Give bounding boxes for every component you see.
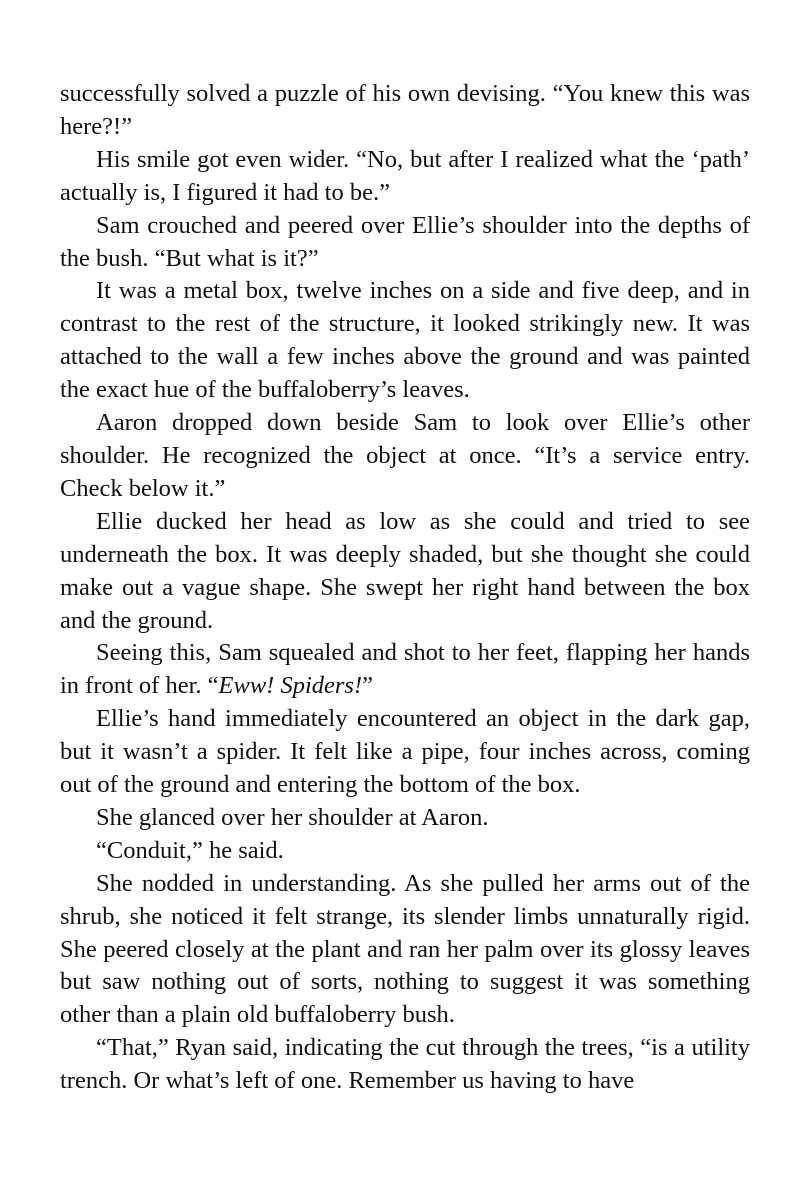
paragraph-4: It was a metal box, twelve inches on a side and five deep, and in contrast to the rest of the structure, it looked strikingly new. It was attached to the wall a few inches above the ground and was painted the exact hue of the buffaloberry’s leaves.: [60, 277, 750, 404]
paragraph-8: Ellie’s hand immediately encountered an object in the dark gap, but it wasn’t a spider. It felt like a pipe, four inches across, coming out of the ground and entering the bottom of the box.: [60, 705, 750, 799]
paragraph-7: [60, 637, 750, 703]
paragraph-10: “Conduit,” he said.: [96, 836, 284, 864]
paragraph-7-after: ”: [362, 672, 373, 700]
paragraph-3: Sam crouched and peered over Ellie’s shoulder into the depths of the bush. “But what is it?”: [60, 211, 750, 272]
paragraph-12: “That,” Ryan said, indicating the cut through the trees, “is a utility trench. Or what’s left of one. Remember us having to have: [60, 1034, 750, 1095]
body-text: [60, 78, 750, 1098]
paragraph-5: Aaron dropped down beside Sam to look over Ellie’s other shoulder. He recognized the object at once. “It’s a service entry. Check below it.”: [60, 409, 750, 502]
paragraph-2: His smile got even wider. “No, but after I realized what the ‘path’ actually is, I figured it had to be.”: [60, 145, 750, 206]
paragraph-11: She nodded in understanding. As she pulled her arms out of the shrub, she noticed it felt strange, its slender limbs unnaturally rigid. She peered closely at the plant and ran her palm over its glossy leaves but saw nothing out of sorts, nothing to suggest it was something other than a plain old buffaloberry bush.: [60, 869, 750, 1029]
paragraph-1: successfully solved a puzzle of his own devising. “You knew this was here?!”: [60, 80, 750, 140]
paragraph-7-before: Seeing this, Sam squealed and shot to her feet, flapping her hands in front of her. “: [60, 639, 750, 700]
paragraph-7-italic: Eww! Spiders!: [218, 672, 363, 700]
paragraph-6: Ellie ducked her head as low as she could and tried to see underneath the box. It was deeply shaded, but she thought she could make out a vague shape. She swept her right hand between the box and the ground.: [60, 507, 750, 634]
paragraph-9: She glanced over her shoulder at Aaron.: [96, 803, 489, 831]
